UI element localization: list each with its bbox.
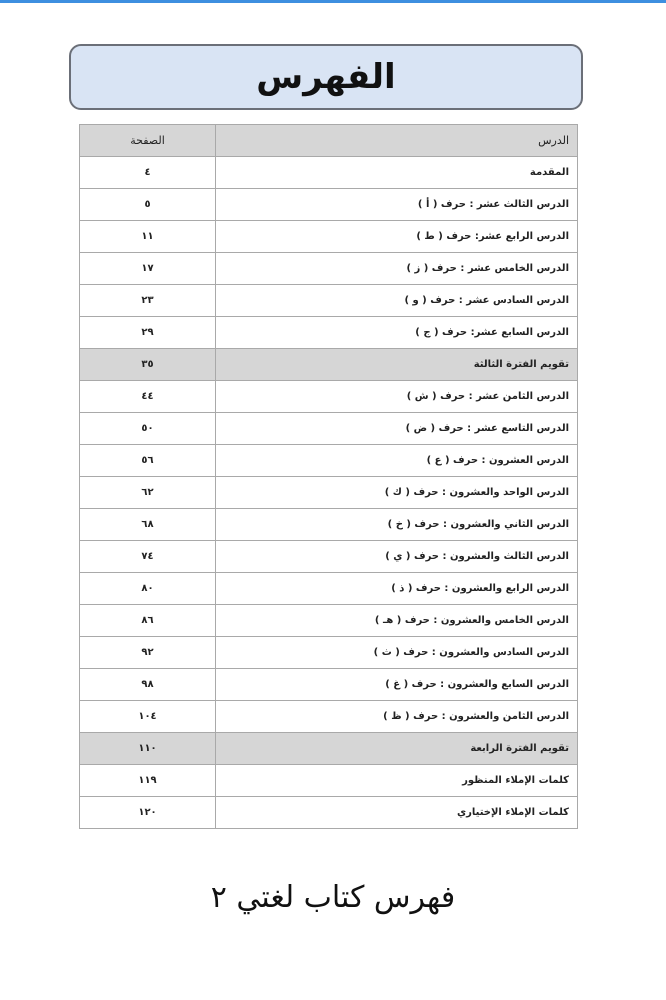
row-page-number: ١١٩ bbox=[80, 765, 216, 797]
page-title: الفهرس bbox=[256, 57, 396, 97]
row-lesson-title: الدرس الثالث والعشرون : حرف ( ي ) bbox=[216, 541, 578, 573]
table-row bbox=[80, 509, 578, 541]
row-lesson-title: المقدمة bbox=[216, 157, 578, 189]
row-lesson-title: الدرس السادس والعشرون : حرف ( ث ) bbox=[216, 637, 578, 669]
caption: فهرس كتاب لغتي ٢ bbox=[210, 880, 456, 915]
row-lesson-title: الدرس السادس عشر : حرف ( و ) bbox=[216, 285, 578, 317]
table-header-row bbox=[80, 125, 578, 157]
header-lesson: الدرس bbox=[216, 125, 578, 157]
row-page-number: ٢٩ bbox=[80, 317, 216, 349]
row-page-number: ٤ bbox=[80, 157, 216, 189]
table-row bbox=[80, 477, 578, 509]
row-page-number: ١١٠ bbox=[80, 733, 216, 765]
row-lesson-title: الدرس الثالث عشر : حرف ( أ ) bbox=[216, 189, 578, 221]
row-page-number: ١١ bbox=[80, 221, 216, 253]
table-row bbox=[80, 733, 578, 765]
row-lesson-title: الدرس التاسع عشر : حرف ( ض ) bbox=[216, 413, 578, 445]
row-page-number: ١٢٠ bbox=[80, 797, 216, 829]
table-row bbox=[80, 669, 578, 701]
table-row bbox=[80, 541, 578, 573]
row-lesson-title: كلمات الإملاء المنظور bbox=[216, 765, 578, 797]
row-lesson-title: الدرس الخامس عشر : حرف ( ز ) bbox=[216, 253, 578, 285]
table-of-contents bbox=[79, 124, 578, 829]
row-lesson-title: الدرس الثامن عشر : حرف ( ش ) bbox=[216, 381, 578, 413]
row-lesson-title: الدرس الواحد والعشرون : حرف ( ك ) bbox=[216, 477, 578, 509]
table-row bbox=[80, 605, 578, 637]
table-row bbox=[80, 189, 578, 221]
table-row bbox=[80, 573, 578, 605]
row-page-number: ٥ bbox=[80, 189, 216, 221]
table-row bbox=[80, 413, 578, 445]
table-row bbox=[80, 349, 578, 381]
row-page-number: ١٧ bbox=[80, 253, 216, 285]
table-row bbox=[80, 221, 578, 253]
row-lesson-title: الدرس الثاني والعشرون : حرف ( خ ) bbox=[216, 509, 578, 541]
header-page: الصفحة bbox=[80, 125, 216, 157]
row-lesson-title: الدرس الثامن والعشرون : حرف ( ظ ) bbox=[216, 701, 578, 733]
row-page-number: ٦٨ bbox=[80, 509, 216, 541]
row-lesson-title: كلمات الإملاء الإختياري bbox=[216, 797, 578, 829]
table-row bbox=[80, 253, 578, 285]
row-lesson-title: الدرس الرابع عشر: حرف ( ط ) bbox=[216, 221, 578, 253]
row-page-number: ٦٢ bbox=[80, 477, 216, 509]
row-lesson-title: الدرس الخامس والعشرون : حرف ( هـ ) bbox=[216, 605, 578, 637]
row-page-number: ٨٠ bbox=[80, 573, 216, 605]
table-row bbox=[80, 701, 578, 733]
table-row bbox=[80, 445, 578, 477]
table-row bbox=[80, 381, 578, 413]
row-lesson-title: تقويم الفترة الثالثة bbox=[216, 349, 578, 381]
row-page-number: ٣٥ bbox=[80, 349, 216, 381]
row-page-number: ٢٣ bbox=[80, 285, 216, 317]
row-lesson-title: تقويم الفترة الرابعة bbox=[216, 733, 578, 765]
row-lesson-title: الدرس العشرون : حرف ( ع ) bbox=[216, 445, 578, 477]
row-page-number: ٧٤ bbox=[80, 541, 216, 573]
row-lesson-title: الدرس الرابع والعشرون : حرف ( ذ ) bbox=[216, 573, 578, 605]
table-body bbox=[80, 157, 578, 829]
row-page-number: ٩٨ bbox=[80, 669, 216, 701]
row-page-number: ٤٤ bbox=[80, 381, 216, 413]
row-page-number: ٥٠ bbox=[80, 413, 216, 445]
table-row bbox=[80, 765, 578, 797]
top-border-line bbox=[0, 0, 666, 3]
table-row bbox=[80, 637, 578, 669]
title-banner bbox=[69, 44, 583, 110]
table-row bbox=[80, 157, 578, 189]
table-row bbox=[80, 797, 578, 829]
row-lesson-title: الدرس السابع والعشرون : حرف ( غ ) bbox=[216, 669, 578, 701]
table-row bbox=[80, 285, 578, 317]
row-lesson-title: الدرس السابع عشر: حرف ( ج ) bbox=[216, 317, 578, 349]
row-page-number: ٩٢ bbox=[80, 637, 216, 669]
table-row bbox=[80, 317, 578, 349]
row-page-number: ١٠٤ bbox=[80, 701, 216, 733]
row-page-number: ٨٦ bbox=[80, 605, 216, 637]
row-page-number: ٥٦ bbox=[80, 445, 216, 477]
